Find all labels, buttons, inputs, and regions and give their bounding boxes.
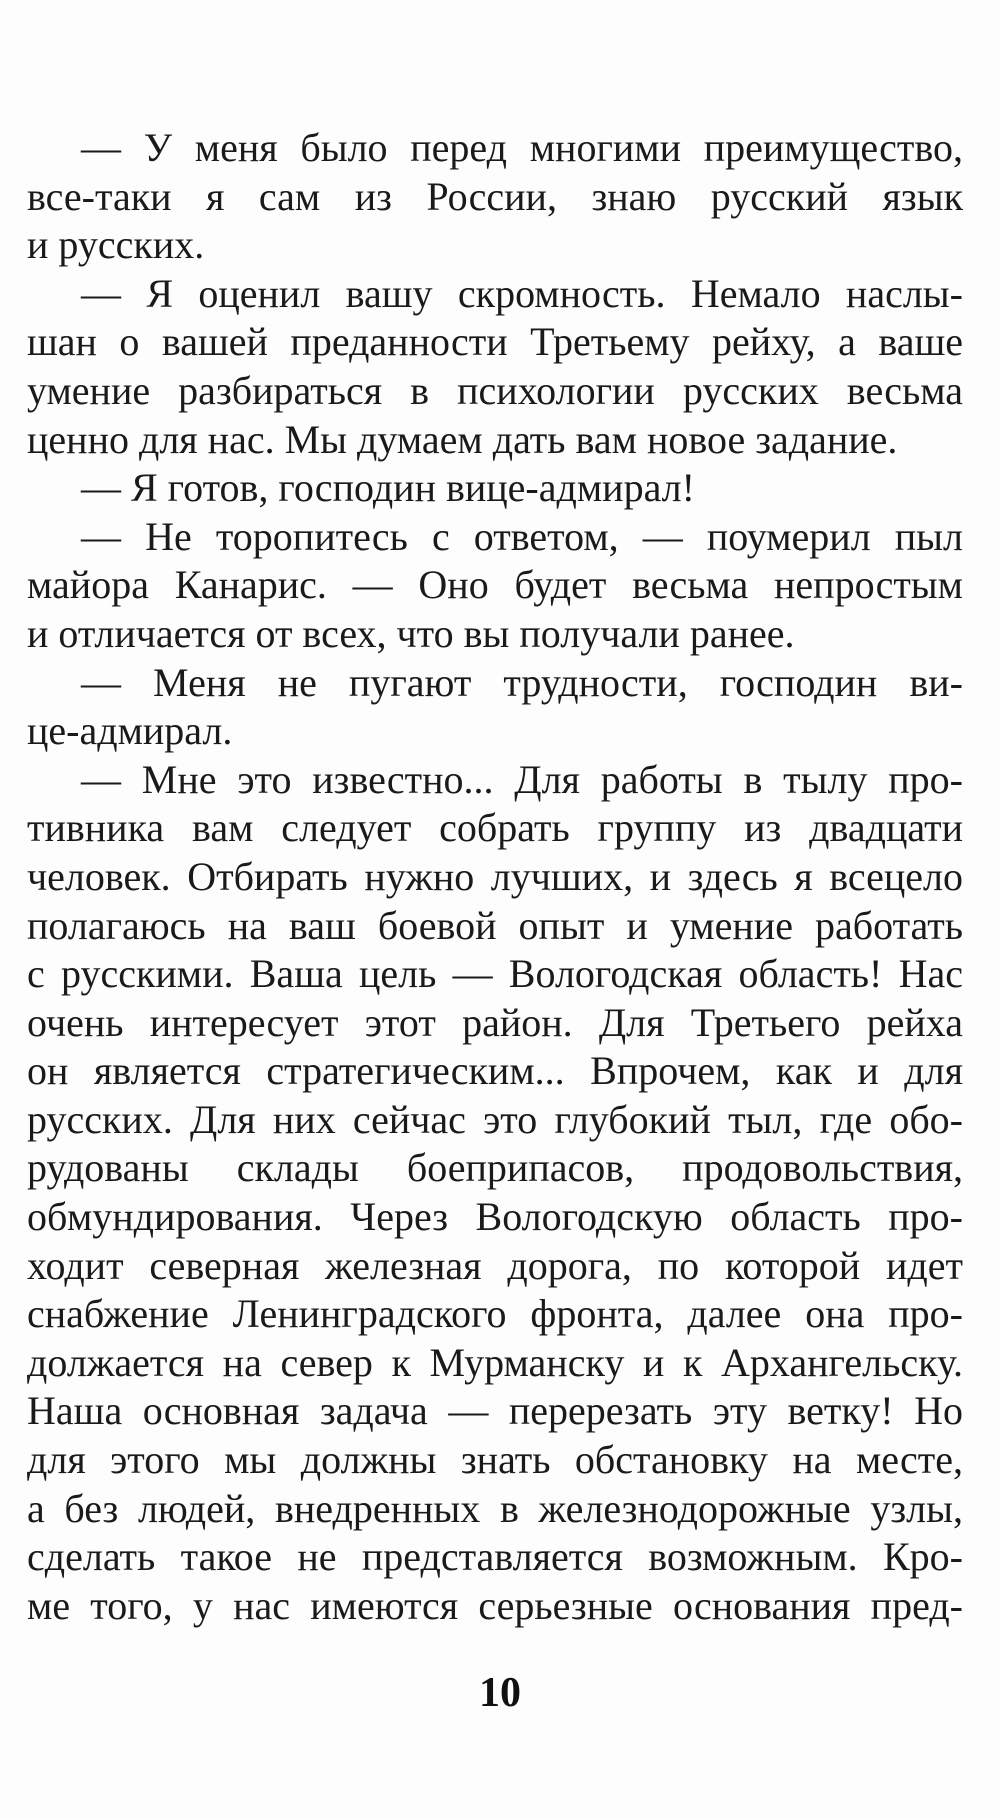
text-line: — У меня было перед многими преимущество, xyxy=(81,125,963,170)
text-line: тивника вам следует собрать группу из двадцати xyxy=(27,805,963,851)
text-line: майора Канарис. — Оно будет весьма непростым xyxy=(27,562,963,608)
text-line: должается на север к Мурманску и к Архангельску. xyxy=(27,1339,963,1385)
text-line: и русских. xyxy=(27,222,205,268)
text-line: обмундирования. Через Вологодскую область про- xyxy=(27,1194,963,1240)
text-line: и отличается от всех, что вы получали ранее. xyxy=(27,610,795,656)
text-line: все-таки я сам из России, знаю русский язык xyxy=(27,173,963,219)
text-line: умение разбираться в психологии русских весьма xyxy=(27,367,963,413)
text-line: снабжение Ленинградского фронта, далее она про- xyxy=(27,1291,963,1337)
text-line: русских. Для них сейчас это глубокий тыл, где обо- xyxy=(27,1096,963,1142)
text-line: он является стратегическим... Впрочем, как и для xyxy=(27,1048,963,1094)
text-line: ценно для нас. Мы думаем дать вам новое задание. xyxy=(27,416,898,462)
text-line: для этого мы должны знать обстановку на месте, xyxy=(27,1437,963,1483)
text-line: полагаюсь на ваш боевой опыт и умение работать xyxy=(27,902,963,948)
text-line: а без людей, внедренных в железнодорожные узлы, xyxy=(27,1485,963,1531)
text-line: рудованы склады боеприпасов, продовольствия, xyxy=(27,1145,963,1191)
text-line: ходит северная железная дорога, по которой идет xyxy=(27,1242,963,1288)
text-line: — Я оценил вашу скромность. Немало наслы- xyxy=(81,270,963,316)
text-line: шан о вашей преданности Третьему рейху, а ваше xyxy=(27,319,963,365)
text-line: — Не торопитесь с ответом, — поумерил пыл xyxy=(81,513,963,559)
text-line: очень интересует этот район. Для Третьего рейха xyxy=(27,999,963,1045)
text-line: — Меня не пугают трудности, господин ви- xyxy=(81,659,963,705)
text-line: — Мне это известно... Для работы в тылу про- xyxy=(81,756,963,802)
page-body-text xyxy=(27,124,963,1630)
text-line: с русскими. Ваша цель — Вологодская область! Нас xyxy=(27,951,963,997)
text-line: Наша основная задача — перерезать эту ветку! Но xyxy=(27,1388,963,1434)
text-line: ме того, у нас имеются серьезные основания пред- xyxy=(27,1582,963,1628)
text-line: це-адмирал. xyxy=(27,708,233,754)
text-line: — Я готов, господин вице-адмирал! xyxy=(81,465,695,511)
text-line: человек. Отбирать нужно лучших, и здесь я всецело xyxy=(27,853,963,899)
page-number: 10 xyxy=(479,1670,521,1716)
text-line: сделать такое не представляется возможным. Кро- xyxy=(27,1534,963,1580)
